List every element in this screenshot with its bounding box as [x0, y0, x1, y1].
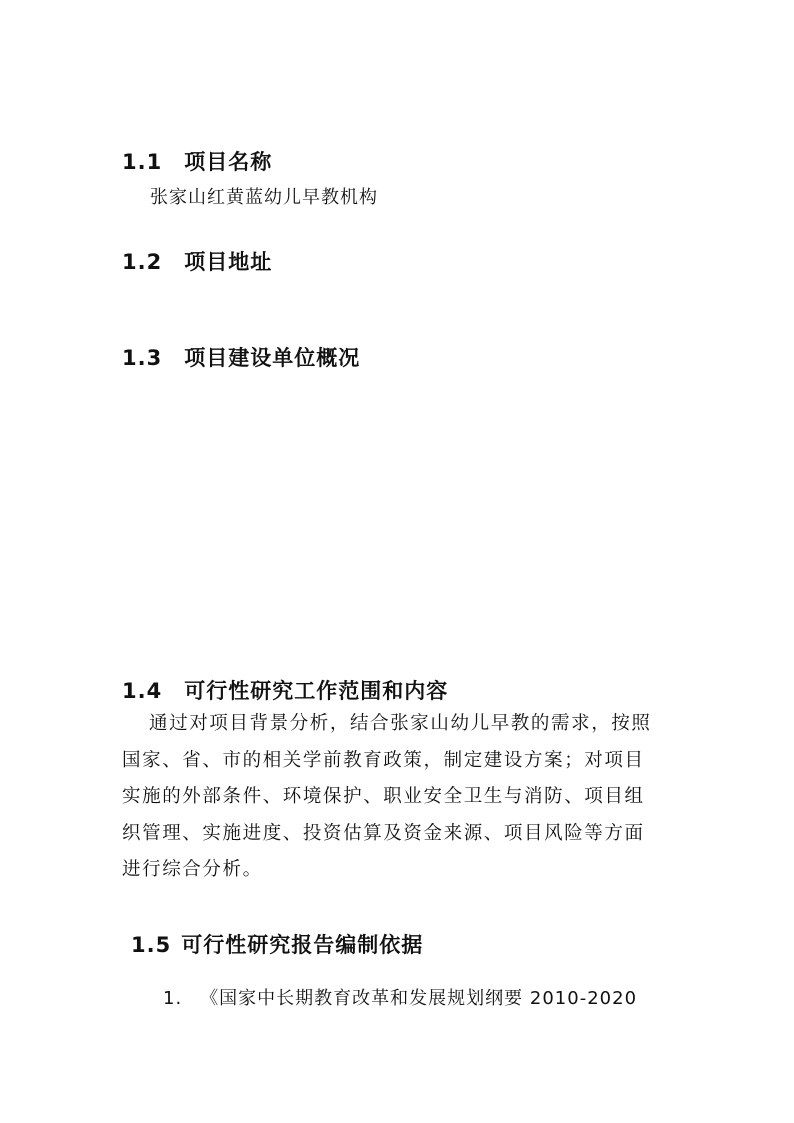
- reference-item: [163, 984, 637, 1010]
- section-title: 可行性研究报告编制依据: [181, 933, 424, 957]
- section-heading-1-5: [131, 929, 423, 959]
- paragraph-line: 实施的外部条件、环境保护、职业安全卫生与消防、项目组: [122, 786, 645, 807]
- section-heading-1-1: [122, 146, 272, 176]
- section-title: 项目地址: [184, 250, 273, 274]
- reference-index: 1.: [163, 988, 183, 1009]
- section-title: 项目建设单位概况: [184, 346, 361, 370]
- paragraph-line: 国家、省、市的相关学前教育政策，制定建设方案；对项目: [122, 749, 645, 771]
- section-heading-1-2: [122, 246, 272, 276]
- section-number: 1.4: [122, 679, 163, 703]
- paragraph-line: 织管理、实施进度、投资估算及资金来源、项目风险等方面: [122, 822, 645, 844]
- section-heading-1-4: [122, 675, 448, 705]
- section-number: 1.2: [122, 250, 163, 274]
- section-number: 1.5: [131, 933, 172, 957]
- section-number: 1.1: [122, 150, 163, 174]
- project-name-text: 张家山红黄蓝幼儿早教机构: [150, 187, 378, 208]
- section-number: 1.3: [122, 346, 163, 370]
- section-heading-1-3: [122, 342, 360, 372]
- section-title: 可行性研究工作范围和内容: [184, 679, 449, 703]
- scope-paragraph: [122, 706, 682, 889]
- section-title: 项目名称: [184, 150, 273, 174]
- paragraph-line: 进行综合分析。: [122, 859, 263, 880]
- paragraph-line: 通过对项目背景分析，结合张家山幼儿早教的需求，按照: [149, 713, 652, 734]
- reference-text: 《国家中长期教育改革和发展规划纲要 2010-2020: [200, 988, 638, 1009]
